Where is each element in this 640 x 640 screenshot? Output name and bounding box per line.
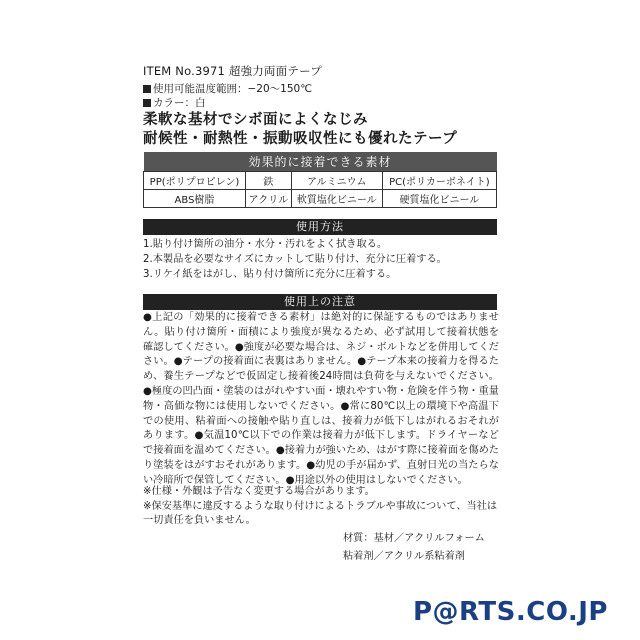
table-cell: PP(ポリプロピレン) <box>144 172 246 190</box>
table-cell: 軟質塩化ビニール <box>291 190 382 208</box>
table-row <box>144 190 497 208</box>
caution-section-header: 使用上の注意 <box>143 294 497 310</box>
material-info-adhesive: 粘着剤／アクリル系粘着剤 <box>343 551 465 562</box>
square-bullet-icon <box>143 85 151 93</box>
usage-step-2: 2.本製品を必要なサイズにカットして貼り付け、充分に圧着する。 <box>143 254 447 265</box>
table-cell: 硬質塩化ビニール <box>382 190 496 208</box>
materials-table-title: 効果的に接着できる素材 <box>144 152 497 172</box>
headline-line-2: 耐候性・耐熱性・振動吸収性にも優れたテープ <box>143 131 458 147</box>
parts-logo: P@RTS.CO.JP <box>413 597 608 627</box>
usage-section-header: 使用方法 <box>143 219 497 235</box>
notes <box>143 485 499 529</box>
color-spec-text: カラー：白 <box>153 97 206 109</box>
table-cell: PC(ポリカーボネイト) <box>382 172 496 190</box>
headline-line-1: 柔軟な基材でシボ面によくなじみ <box>143 112 368 128</box>
table-row <box>144 172 497 190</box>
note-liability: ※保安基準に違反するような取り付けによるトラブルや事故について、当社は一切責任を負いません。 <box>143 500 498 527</box>
table-cell: 鉄 <box>245 172 291 190</box>
table-cell: アクリル <box>245 190 291 208</box>
temperature-spec-text: 使用可能温度範囲：−20〜150℃ <box>153 83 312 95</box>
materials-table <box>143 152 497 208</box>
item-title: ITEM No.3971 超強力両面テープ <box>143 64 322 78</box>
table-cell: ABS樹脂 <box>144 190 246 208</box>
square-bullet-icon <box>143 99 151 107</box>
table-cell: アルミニウム <box>291 172 382 190</box>
usage-step-3: 3.リケイ紙をはがし、貼り付け箇所に充分に圧着する。 <box>143 269 397 280</box>
usage-step-1: 1.貼り付け箇所の油分・水分・汚れをよく拭き取る。 <box>143 239 388 250</box>
temperature-spec <box>143 81 312 96</box>
caution-text: ●上記の「効果的に接着できる素材」は絶対的に保証するものではありません。貼り付け箇所・面積により強度が異なるため、必ず試用して接着状態を確認してください。●強度が必要な場合は、ネジ・ボルトなどを併用してください。●テープの接着面に表裏はありません。●テープ本来の接着力を得るため、養生テープなどで仮固定し接着後24時間は負荷を与えないでください。●極度の凹凸面・塗装のはがれやすい面・壊れやすい物・危険を伴う物・重量物・高価な物には使用しないでください。●常に80℃以上の環境下や高温下での使用、粘着面への接触や貼り直しは、接着力が低下しはがれるおそれがあります。●気温10℃以下での作業は接着力が低下します。ドライヤーなどで接着面を温めてください。●接着力が強いため、はがす際に接着面を傷めたり塗装をはがすおそれがあります。●幼児の手が届かず、直射日光の当たらない冷暗所で保管してください。●用途以外の使用はしないでください。 <box>143 312 499 486</box>
note-spec-change: ※仕様・外観は予告なく変更する場合があります。 <box>143 486 375 497</box>
material-info-base: 材質：基材／アクリルフォーム <box>343 533 485 544</box>
